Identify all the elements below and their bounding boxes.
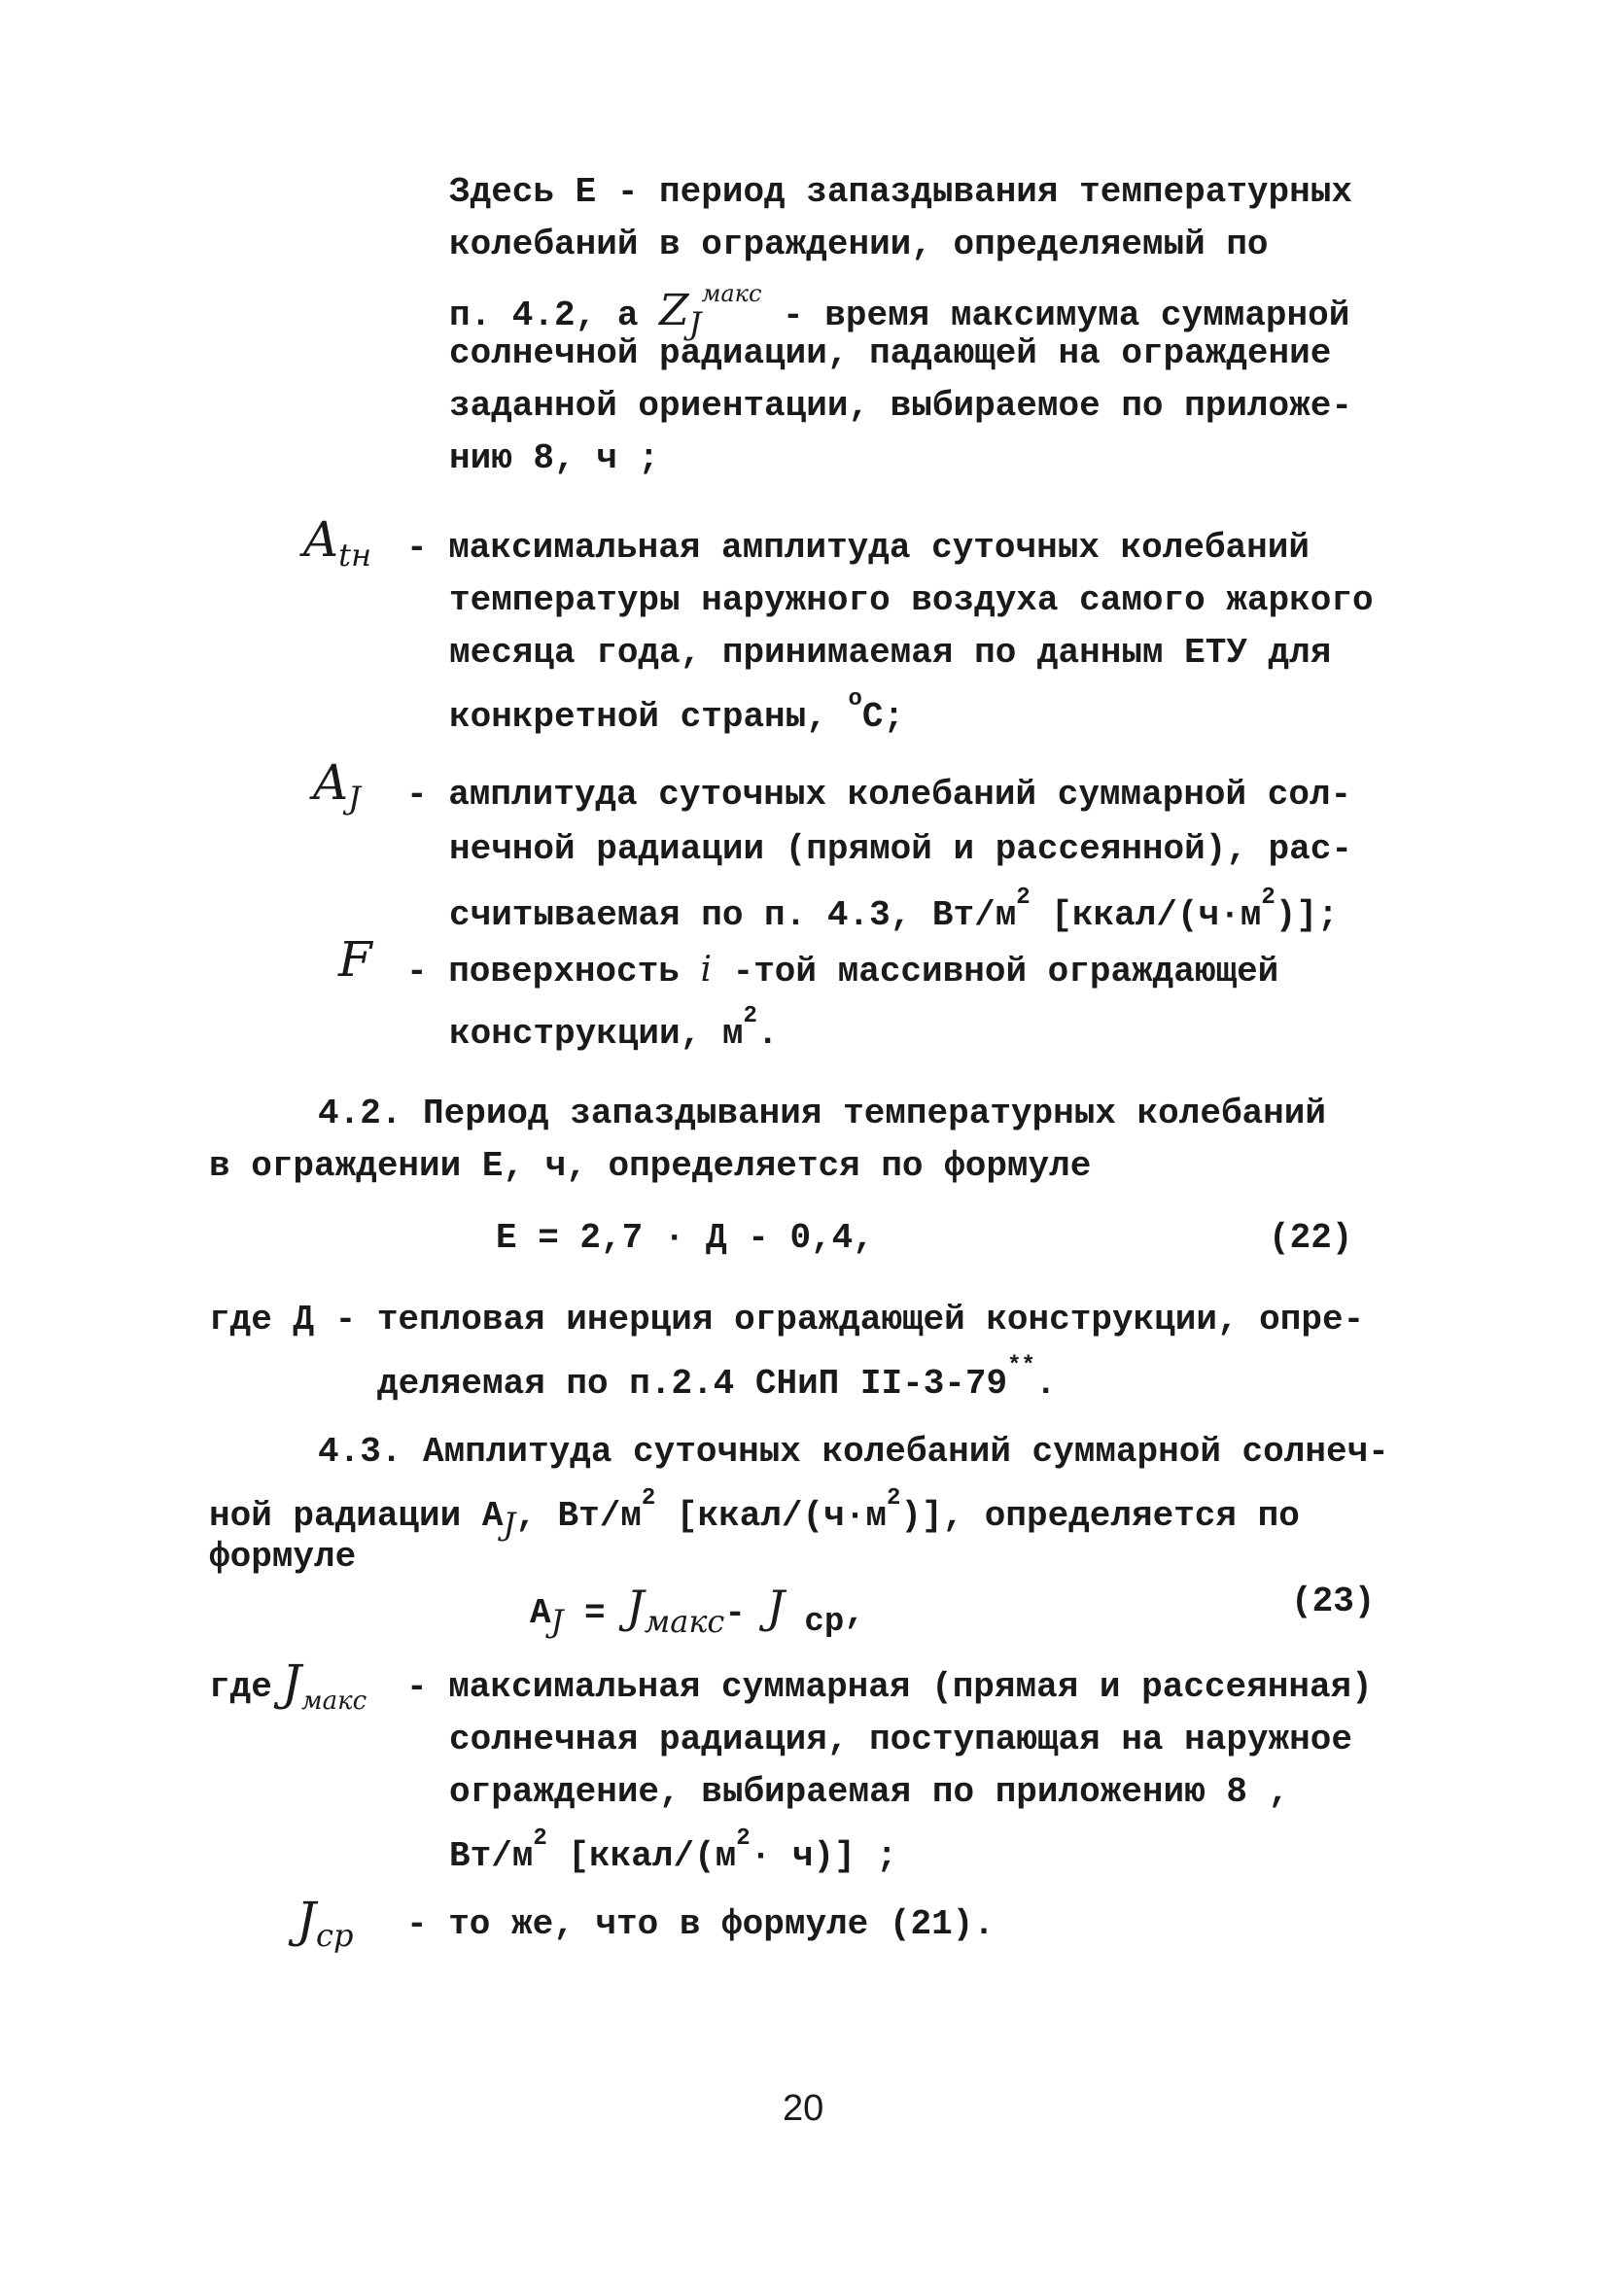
page-number: 20 (783, 2088, 824, 2129)
aj-symbol: $A_J$ (313, 754, 361, 817)
here-line-3: п. 4.2, а $ZJ^{макс}$ - время максимума суммарной (449, 280, 1350, 342)
s43-line-2: ной радиации АJ, $Вт/м^2$ $[ккал/(ч\cdot м^2)]$, определяется по (209, 1485, 1300, 1543)
atn-line-1: - максимальная амплитуда суточных колебаний (406, 528, 1310, 568)
aj-line-3: считываемая по п. 4.3, $Вт/м^2$ $[ккал/(ч\cdot м^2)]$; (449, 885, 1339, 935)
atn-line-4: конкретной страны, $^o$C; (449, 686, 905, 737)
jmax-line-2: солнечная радиация, поступающая на наружное (449, 1720, 1352, 1759)
s43-line-1: 4.3. Амплитуда суточных колебаний суммарной солнеч- (318, 1432, 1389, 1472)
jsr-symbol: $J_{ср}$ (297, 1892, 354, 1954)
atn-symbol: $A_{tн}$ (303, 511, 372, 574)
here-line-4: солнечной радиации, падающей на ограждение (449, 333, 1332, 373)
jmax-line-3: ограждение, выбираемая по приложению 8 , (449, 1772, 1290, 1812)
equation-number-22: (22) (1269, 1218, 1353, 1258)
formula-22: Е = 2,7 · Д - 0,4, (496, 1218, 874, 1258)
jsr-line-1: - то же, что в формуле (21). (406, 1904, 995, 1944)
here-line-5: заданной ориентации, выбираемое по приложе- (449, 386, 1352, 426)
s42-where-2: деляемая по п.2.4 СНиП II-3-79**. (377, 1353, 1057, 1404)
f-line-1: - поверхность i -той массивной ограждающей (406, 950, 1279, 991)
atn-line-2: температуры наружного воздуха самого жаркого (449, 580, 1374, 620)
z-symbol: Z (659, 286, 689, 335)
jmax-symbol: $J_{макс}$ (282, 1654, 367, 1716)
s42-line-2: в ограждении Е, ч, определяется по формуле (209, 1146, 1092, 1186)
jmax-pre: где (209, 1667, 272, 1707)
formula-23: АJ = Jмакс- J ср, (530, 1581, 865, 1641)
here-line-2: колебаний в ограждении, определяемый по (449, 225, 1269, 264)
equation-number-23: (23) (1291, 1582, 1376, 1621)
aj-line-1: - амплитуда суточных колебаний суммарной сол- (406, 775, 1352, 815)
s43-line-3: формуле (209, 1537, 357, 1577)
s42-where-1: где Д - тепловая инерция ограждающей конструкции, опре- (209, 1300, 1365, 1339)
jmax-line-1: - максимальная суммарная (прямая и рассеянная) (406, 1667, 1373, 1707)
f-symbol: F (338, 931, 372, 988)
s42-line-1: 4.2. Период запаздывания температурных колебаний (318, 1094, 1326, 1133)
f-line-2: конструкции, $м^2$. (449, 1003, 779, 1054)
here-line-1: Здесь Е - период запаздывания температурных (449, 172, 1352, 212)
jmax-line-4: $Вт/м^2$ $[ккал/(м^2\cdot ч)]$ ; (449, 1826, 897, 1876)
aj-line-2: нечной радиации (прямой и рассеянной), рас- (449, 829, 1352, 869)
atn-line-3: месяца года, принимаемая по данным ЕТУ для (449, 633, 1332, 673)
here-line-6: нию 8, ч ; (449, 438, 660, 478)
